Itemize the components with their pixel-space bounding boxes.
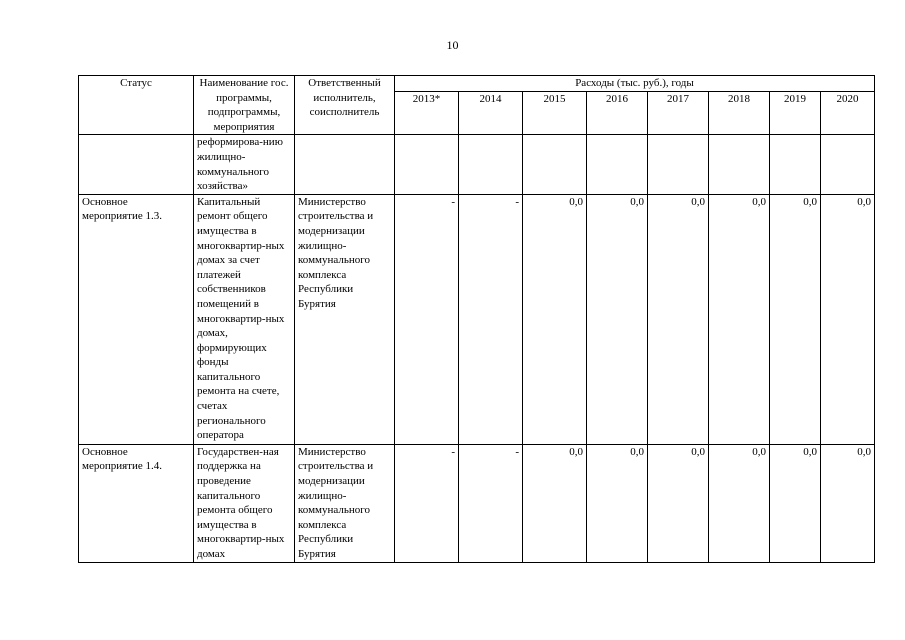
table-row bbox=[79, 194, 875, 444]
cell-program: Капитальный ремонт общего имущества в многоквартир-ных домах за счет платежей собственников помещений в многоквартир-ных домах, формирующих фонды капитального ремонта на счете, счетах регионального оператора bbox=[194, 194, 295, 444]
cell-value: 0,0 bbox=[587, 444, 648, 562]
cell-value: 0,0 bbox=[709, 194, 770, 444]
cell-value: 0,0 bbox=[709, 444, 770, 562]
cell-value: 0,0 bbox=[523, 194, 587, 444]
cell-value: - bbox=[459, 444, 523, 562]
cell-value bbox=[709, 135, 770, 194]
cell-value: 0,0 bbox=[770, 444, 821, 562]
cell-value bbox=[395, 135, 459, 194]
header-year: 2020 bbox=[821, 91, 875, 135]
cell-value: 0,0 bbox=[821, 194, 875, 444]
cell-program: Государствен-ная поддержка на проведение капитального ремонта общего имущества в многоквартир-ных домах bbox=[194, 444, 295, 562]
header-year: 2019 bbox=[770, 91, 821, 135]
page-number: 10 bbox=[446, 38, 459, 52]
header-program: Наименование гос. программы, подпрограммы, мероприятия bbox=[194, 76, 295, 135]
table-row bbox=[79, 135, 875, 194]
cell-program: реформирова-нию жилищно-коммунального хозяйства» bbox=[194, 135, 295, 194]
cell-value bbox=[523, 135, 587, 194]
table-row bbox=[79, 444, 875, 562]
header-year: 2018 bbox=[709, 91, 770, 135]
cell-value: - bbox=[459, 194, 523, 444]
cell-value: 0,0 bbox=[587, 194, 648, 444]
cell-value bbox=[821, 135, 875, 194]
expenses-table bbox=[78, 75, 875, 563]
cell-value: - bbox=[395, 194, 459, 444]
header-expenses: Расходы (тыс. руб.), годы bbox=[395, 76, 875, 92]
cell-value: - bbox=[395, 444, 459, 562]
header-year: 2013* bbox=[395, 91, 459, 135]
header-year: 2015 bbox=[523, 91, 587, 135]
cell-value: 0,0 bbox=[523, 444, 587, 562]
cell-value: 0,0 bbox=[770, 194, 821, 444]
cell-executor: Министерство строительства и модернизации жилищно-коммунального комплекса Республики Бурятия bbox=[295, 444, 395, 562]
cell-value: 0,0 bbox=[648, 444, 709, 562]
cell-value: 0,0 bbox=[648, 194, 709, 444]
cell-value: 0,0 bbox=[821, 444, 875, 562]
cell-executor bbox=[295, 135, 395, 194]
header-year: 2014 bbox=[459, 91, 523, 135]
cell-value bbox=[587, 135, 648, 194]
header-executor: Ответственный исполнитель, соисполнитель bbox=[295, 76, 395, 135]
cell-value bbox=[459, 135, 523, 194]
cell-value bbox=[648, 135, 709, 194]
header-row bbox=[79, 76, 875, 92]
cell-value bbox=[770, 135, 821, 194]
header-status: Статус bbox=[79, 76, 194, 135]
cell-status: Основное мероприятие 1.3. bbox=[79, 194, 194, 444]
cell-status: Основное мероприятие 1.4. bbox=[79, 444, 194, 562]
header-year: 2017 bbox=[648, 91, 709, 135]
header-year: 2016 bbox=[587, 91, 648, 135]
cell-status bbox=[79, 135, 194, 194]
cell-executor: Министерство строительства и модернизации жилищно-коммунального комплекса Республики Бурятия bbox=[295, 194, 395, 444]
